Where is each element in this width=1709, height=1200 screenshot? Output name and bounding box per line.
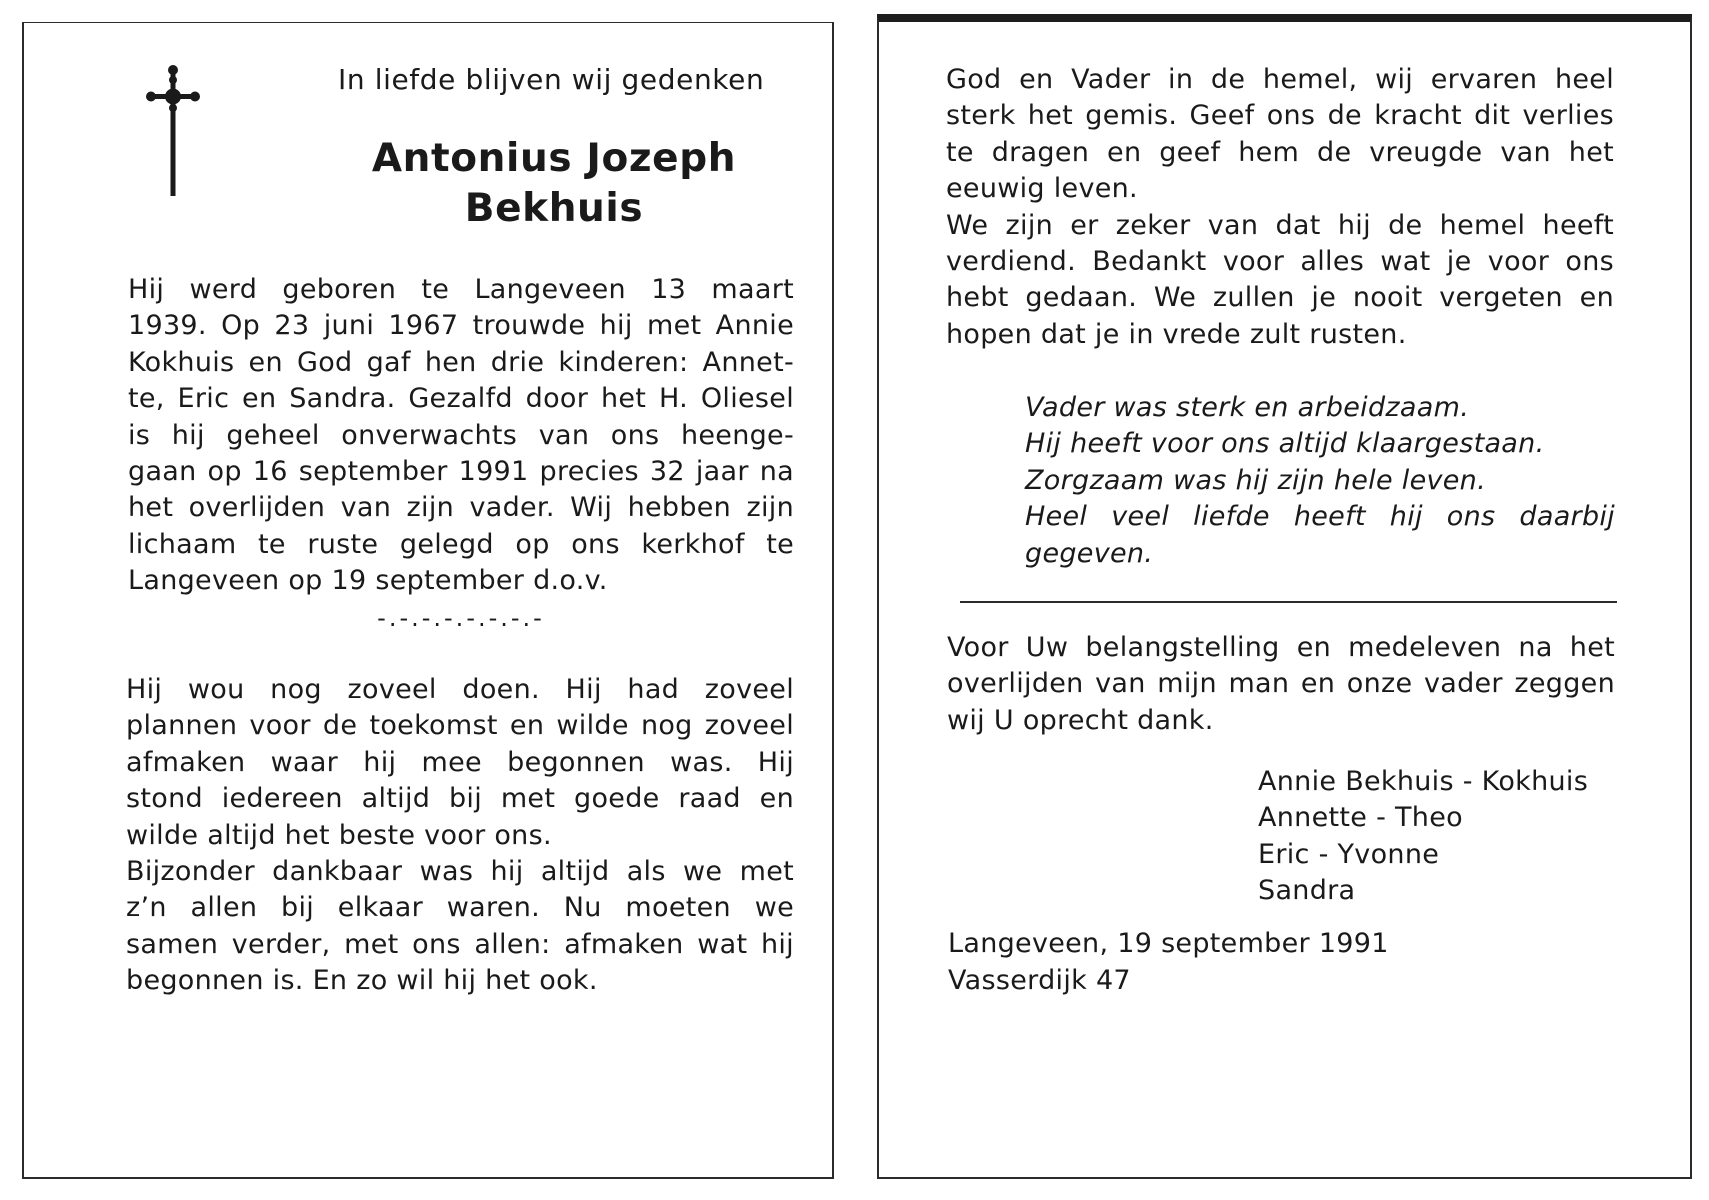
text-line: sterk het gemis. Geef ons de kracht dit verlies bbox=[946, 100, 1614, 132]
text-line: plannen voor de toekomst en wilde nog zoveel bbox=[126, 710, 794, 742]
address: Vasserdijk 47 bbox=[948, 965, 1131, 996]
text-line: gaan op 16 september 1991 precies 32 jaar na bbox=[128, 456, 794, 488]
text-line: Kokhuis en God gaf hen drie kinderen: Annet- bbox=[128, 346, 794, 378]
text-line: 1939. Op 23 juni 1967 trouwde hij met Annie bbox=[128, 310, 794, 342]
text-line: God en Vader in de hemel, wij ervaren heel bbox=[946, 64, 1614, 95]
intro-line: In liefde blijven wij gedenken bbox=[338, 63, 765, 96]
text-line: overlijden van mijn man en onze vader zeggen bbox=[947, 668, 1615, 700]
poem bbox=[1025, 390, 1615, 572]
biography-paragraph bbox=[128, 272, 794, 600]
cross-icon bbox=[145, 64, 201, 200]
separator: -.-.-.-.-.-.-.- bbox=[377, 604, 545, 632]
signers-list bbox=[1258, 764, 1588, 910]
poem-line: Vader was sterk en arbeidzaam. bbox=[1025, 392, 1470, 423]
signer: Sandra bbox=[1258, 875, 1356, 907]
text-line: Langeveen op 19 september d.o.v. bbox=[128, 565, 608, 597]
thanks-paragraph bbox=[947, 630, 1615, 739]
text-line: wilde altijd het beste voor ons. bbox=[126, 819, 552, 851]
poem-line: Hij heeft voor ons altijd klaargestaan. bbox=[1025, 428, 1545, 460]
text-line: Bijzonder dankbaar was hij altijd als we met bbox=[126, 856, 794, 888]
text-line: begonnen is. En zo wil hij het ook. bbox=[126, 965, 598, 997]
divider bbox=[960, 601, 1617, 603]
text-line: Hij werd geboren te Langeveen 13 maart bbox=[128, 274, 794, 305]
text-line: afmaken waar hij mee begonnen was. Hij bbox=[126, 746, 794, 778]
place-date: Langeveen, 19 september 1991 bbox=[948, 928, 1389, 959]
poem-line: Zorgzaam was hij zijn hele leven. bbox=[1025, 464, 1486, 496]
text-line: te, Eric en Sandra. Gezalfd door het H. Oliesel bbox=[128, 383, 794, 415]
signer: Annie Bekhuis - Kokhuis bbox=[1258, 766, 1589, 797]
text-line: hebt gedaan. We zullen je nooit vergeten en bbox=[946, 282, 1614, 314]
text-line: samen verder, met ons allen: afmaken wat hij bbox=[126, 928, 794, 960]
prayer-paragraph bbox=[946, 62, 1614, 353]
text-line: eeuwig leven. bbox=[946, 173, 1138, 205]
text-line: is hij geheel onverwachts van ons heenge- bbox=[128, 419, 794, 451]
text-line: hopen dat je in vrede zult rusten. bbox=[946, 318, 1407, 350]
text-line: lichaam te ruste gelegd op ons kerkhof te bbox=[128, 528, 794, 560]
text-line: Voor Uw belangstelling en medeleven na het bbox=[947, 632, 1615, 663]
tribute-paragraph bbox=[126, 672, 794, 1000]
text-line: We zijn er zeker van dat hij de hemel heeft bbox=[946, 209, 1614, 241]
signer: Annette - Theo bbox=[1258, 802, 1463, 834]
text-line: z’n allen bij elkaar waren. Nu moeten we bbox=[126, 892, 794, 924]
text-line: het overlijden van zijn vader. Wij hebben zijn bbox=[128, 492, 794, 524]
text-line: wij U oprecht dank. bbox=[947, 704, 1214, 736]
text-line: Hij wou nog zoveel doen. Hij had zoveel bbox=[126, 674, 794, 705]
deceased-name bbox=[338, 134, 770, 234]
text-line: verdiend. Bedankt voor alles wat je voor ons bbox=[946, 246, 1614, 278]
name-last: Bekhuis bbox=[464, 186, 644, 231]
signer: Eric - Yvonne bbox=[1258, 838, 1440, 870]
name-first: Antonius Jozeph bbox=[371, 136, 737, 181]
text-line: te dragen en geef hem de vreugde van het bbox=[946, 136, 1614, 168]
text-line: stond iedereen altijd bij met goede raad en bbox=[126, 783, 794, 815]
poem-line: gegeven. bbox=[1025, 537, 1154, 569]
poem-line: Heel veel liefde heeft hij ons daarbij bbox=[1025, 501, 1615, 533]
